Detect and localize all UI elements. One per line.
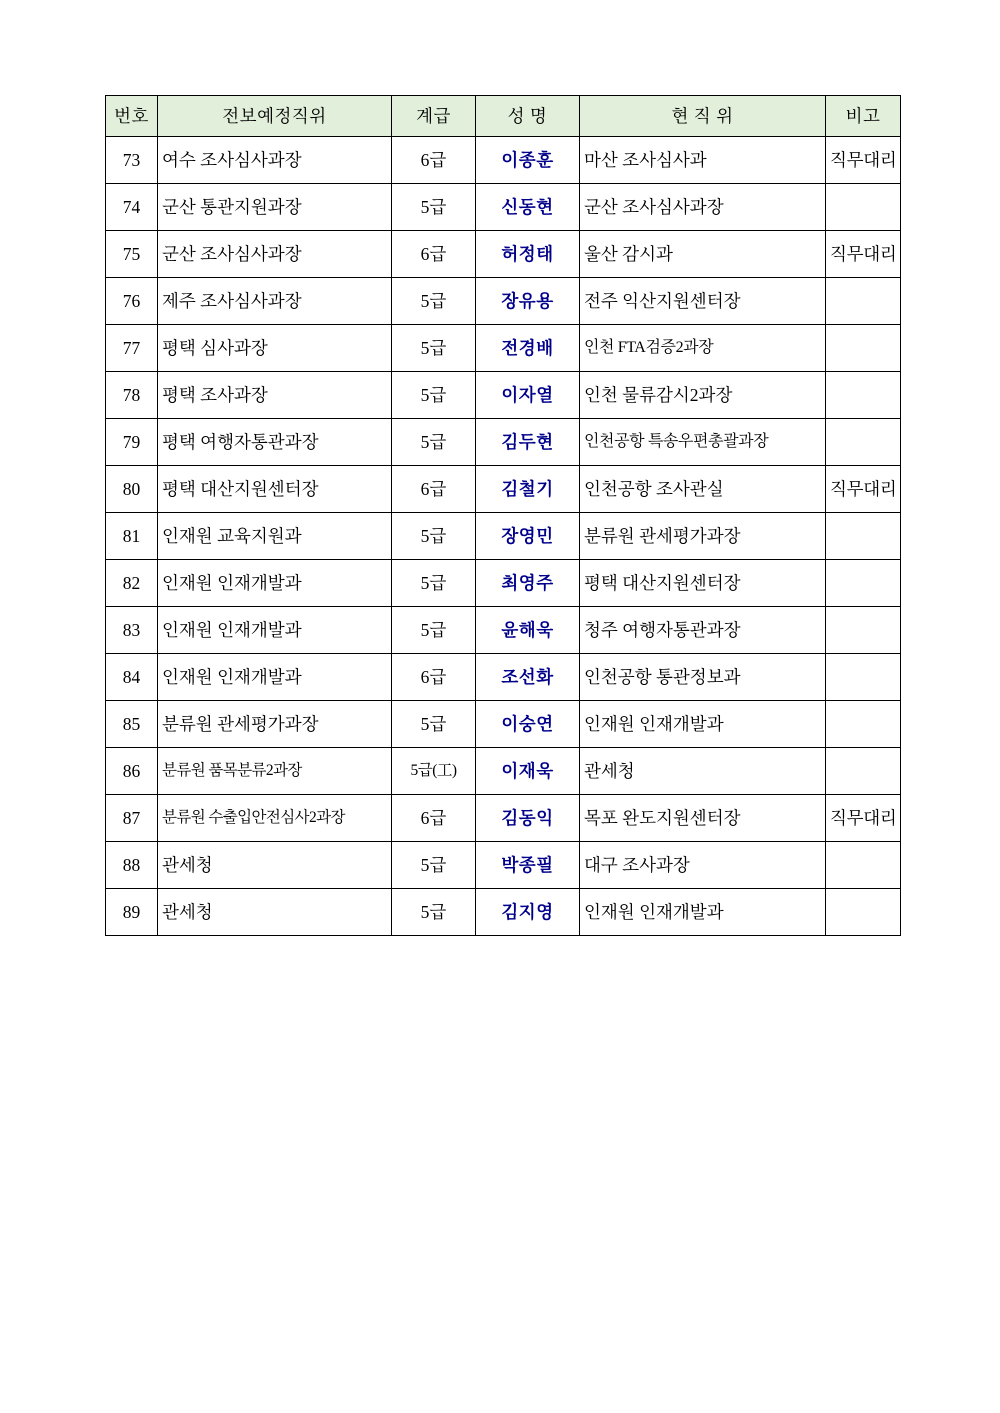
cell-no: 79: [106, 419, 158, 466]
cell-grade: 5급: [392, 607, 476, 654]
table-row: [106, 560, 901, 607]
cell-grade: 5급: [392, 325, 476, 372]
cell-name: 이종훈: [476, 137, 580, 184]
cell-note: [826, 701, 901, 748]
cell-new-position: 여수 조사심사과장: [158, 137, 392, 184]
cell-no: 78: [106, 372, 158, 419]
cell-name: 신동현: [476, 184, 580, 231]
cell-new-position: 군산 통관지원과장: [158, 184, 392, 231]
cell-no: 74: [106, 184, 158, 231]
cell-name: 박종필: [476, 842, 580, 889]
cell-no: 82: [106, 560, 158, 607]
cell-grade: 6급: [392, 137, 476, 184]
cell-note: 직무대리: [826, 466, 901, 513]
cell-name: 김두현: [476, 419, 580, 466]
cell-current-position: 분류원 관세평가과장: [580, 513, 826, 560]
cell-current-position: 인천 FTA검증2과장: [580, 325, 826, 372]
table-body: [106, 137, 901, 936]
cell-grade: 6급: [392, 654, 476, 701]
cell-new-position: 인재원 인재개발과: [158, 607, 392, 654]
cell-no: 85: [106, 701, 158, 748]
cell-current-position: 인천공항 조사관실: [580, 466, 826, 513]
cell-note: 직무대리: [826, 137, 901, 184]
cell-new-position: 관세청: [158, 842, 392, 889]
cell-name: 이재욱: [476, 748, 580, 795]
cell-grade: 5급: [392, 701, 476, 748]
table-row: [106, 701, 901, 748]
cell-new-position: 평택 여행자통관과장: [158, 419, 392, 466]
cell-current-position: 인천 물류감시2과장: [580, 372, 826, 419]
cell-no: 84: [106, 654, 158, 701]
cell-new-position: 인재원 교육지원과: [158, 513, 392, 560]
cell-note: 직무대리: [826, 231, 901, 278]
column-header-current-position: 현 직 위: [580, 96, 826, 137]
column-header-no: 번호: [106, 96, 158, 137]
table-row: [106, 795, 901, 842]
column-header-grade: 계급: [392, 96, 476, 137]
cell-current-position: 청주 여행자통관과장: [580, 607, 826, 654]
cell-current-position: 인천공항 특송우편총괄과장: [580, 419, 826, 466]
cell-no: 73: [106, 137, 158, 184]
table-row: [106, 466, 901, 513]
cell-grade: 5급: [392, 560, 476, 607]
cell-grade: 5급: [392, 184, 476, 231]
cell-no: 80: [106, 466, 158, 513]
cell-new-position: 평택 심사과장: [158, 325, 392, 372]
cell-new-position: 군산 조사심사과장: [158, 231, 392, 278]
cell-grade: 5급: [392, 419, 476, 466]
cell-no: 77: [106, 325, 158, 372]
cell-note: [826, 372, 901, 419]
table-row: [106, 325, 901, 372]
cell-new-position: 인재원 인재개발과: [158, 560, 392, 607]
cell-note: [826, 889, 901, 936]
cell-new-position: 분류원 품목분류2과장: [158, 748, 392, 795]
cell-note: [826, 607, 901, 654]
cell-grade: 5급: [392, 513, 476, 560]
cell-new-position: 평택 대산지원센터장: [158, 466, 392, 513]
table-row: [106, 748, 901, 795]
table-header-row: [106, 96, 901, 137]
cell-grade: 5급: [392, 372, 476, 419]
cell-current-position: 마산 조사심사과: [580, 137, 826, 184]
cell-name: 허정태: [476, 231, 580, 278]
cell-grade: 6급: [392, 231, 476, 278]
cell-grade: 5급: [392, 889, 476, 936]
table-row: [106, 889, 901, 936]
cell-note: [826, 513, 901, 560]
cell-current-position: 군산 조사심사과장: [580, 184, 826, 231]
table-row: [106, 654, 901, 701]
cell-current-position: 인천공항 통관정보과: [580, 654, 826, 701]
cell-name: 조선화: [476, 654, 580, 701]
column-header-name: 성 명: [476, 96, 580, 137]
cell-no: 87: [106, 795, 158, 842]
cell-note: [826, 748, 901, 795]
table-row: [106, 607, 901, 654]
cell-note: 직무대리: [826, 795, 901, 842]
table-header: [106, 96, 901, 137]
table-row: [106, 513, 901, 560]
cell-current-position: 평택 대산지원센터장: [580, 560, 826, 607]
cell-new-position: 분류원 관세평가과장: [158, 701, 392, 748]
cell-name: 김철기: [476, 466, 580, 513]
cell-new-position: 인재원 인재개발과: [158, 654, 392, 701]
cell-grade: 6급: [392, 466, 476, 513]
cell-name: 이자열: [476, 372, 580, 419]
cell-name: 김동익: [476, 795, 580, 842]
cell-name: 최영주: [476, 560, 580, 607]
cell-current-position: 관세청: [580, 748, 826, 795]
cell-grade: 5급: [392, 278, 476, 325]
cell-no: 75: [106, 231, 158, 278]
table-row: [106, 231, 901, 278]
cell-name: 김지영: [476, 889, 580, 936]
cell-note: [826, 184, 901, 231]
cell-name: 윤해욱: [476, 607, 580, 654]
cell-new-position: 분류원 수출입안전심사2과장: [158, 795, 392, 842]
personnel-transfer-table: [105, 95, 901, 936]
table-row: [106, 137, 901, 184]
cell-grade: 5급: [392, 842, 476, 889]
cell-note: [826, 560, 901, 607]
column-header-new-position: 전보예정직위: [158, 96, 392, 137]
cell-no: 86: [106, 748, 158, 795]
cell-no: 89: [106, 889, 158, 936]
cell-current-position: 목포 완도지원센터장: [580, 795, 826, 842]
cell-grade: 5급(工): [392, 748, 476, 795]
cell-name: 장유용: [476, 278, 580, 325]
cell-name: 전경배: [476, 325, 580, 372]
cell-note: [826, 419, 901, 466]
cell-name: 장영민: [476, 513, 580, 560]
cell-current-position: 인재원 인재개발과: [580, 701, 826, 748]
table-row: [106, 842, 901, 889]
table-row: [106, 372, 901, 419]
column-header-note: 비고: [826, 96, 901, 137]
cell-grade: 6급: [392, 795, 476, 842]
table-row: [106, 419, 901, 466]
cell-current-position: 전주 익산지원센터장: [580, 278, 826, 325]
cell-no: 76: [106, 278, 158, 325]
cell-new-position: 제주 조사심사과장: [158, 278, 392, 325]
cell-no: 83: [106, 607, 158, 654]
cell-name: 이숭연: [476, 701, 580, 748]
cell-current-position: 인재원 인재개발과: [580, 889, 826, 936]
cell-new-position: 평택 조사과장: [158, 372, 392, 419]
cell-note: [826, 842, 901, 889]
cell-new-position: 관세청: [158, 889, 392, 936]
cell-current-position: 울산 감시과: [580, 231, 826, 278]
cell-note: [826, 654, 901, 701]
cell-note: [826, 325, 901, 372]
cell-no: 88: [106, 842, 158, 889]
cell-note: [826, 278, 901, 325]
table-row: [106, 278, 901, 325]
cell-no: 81: [106, 513, 158, 560]
personnel-transfer-table-wrapper: [105, 95, 900, 936]
table-row: [106, 184, 901, 231]
cell-current-position: 대구 조사과장: [580, 842, 826, 889]
